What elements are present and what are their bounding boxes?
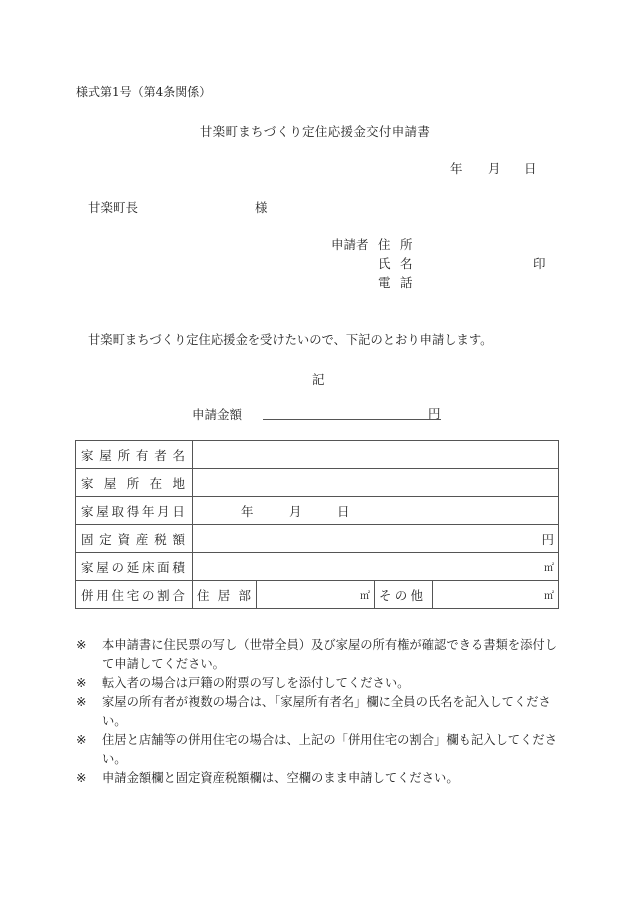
- table-row-house-location: [76, 469, 559, 497]
- table-row-mixed-use-ratio: [76, 581, 559, 609]
- row-label: [76, 469, 193, 497]
- label-char: 住: [197, 587, 210, 603]
- field-label-char: 所: [400, 237, 413, 252]
- field-label-char: 話: [400, 275, 413, 290]
- label-house-location: [81, 474, 185, 492]
- note-text: 家屋の所有者が複数の場合は、「家屋所有者名」欄に全員の氏名を記入してください。: [102, 695, 551, 728]
- label-char: 在: [149, 475, 163, 491]
- label-char: 額: [172, 531, 185, 547]
- row-label: [76, 525, 193, 553]
- label-char: 併: [81, 587, 94, 603]
- label-char: 屋: [96, 503, 109, 519]
- row-label: [76, 441, 193, 469]
- label-char: 住: [111, 587, 124, 603]
- applicant-phone-field[interactable]: [378, 273, 422, 291]
- label-char: 産: [135, 531, 149, 547]
- field-label-char: 電: [378, 275, 391, 290]
- row-label: [76, 581, 193, 609]
- document-title: 甘楽町まちづくり定住応援金交付申請書: [199, 124, 431, 139]
- date-day-label: 日: [524, 161, 537, 176]
- label-char: 積: [172, 559, 185, 575]
- label-char: 家: [81, 503, 94, 519]
- label-char: 資: [117, 531, 131, 547]
- label-char: 屋: [99, 447, 112, 463]
- table-row-floor-area: [76, 553, 559, 581]
- label-char: 者: [154, 447, 167, 463]
- note-mark: ※: [76, 638, 87, 652]
- note-mark: ※: [76, 733, 87, 747]
- other-area-input[interactable]: [433, 581, 559, 609]
- label-char: 合: [172, 587, 185, 603]
- label-char: 日: [172, 503, 185, 519]
- label-char: 所: [117, 447, 131, 463]
- seal-mark: 印: [533, 256, 546, 271]
- row-label: [76, 497, 193, 525]
- sqm-unit: ㎡: [544, 563, 554, 574]
- label-char: 割: [157, 587, 170, 603]
- amount-label: 申請金額: [192, 407, 243, 422]
- note-item: [76, 693, 561, 731]
- label-char: 家: [81, 559, 94, 575]
- addressee-name: 甘楽町長: [88, 200, 139, 215]
- label-char: 家: [81, 475, 94, 491]
- label-char: 取: [111, 503, 124, 519]
- acquisition-date-input[interactable]: [193, 497, 559, 525]
- note-text: 転入者の場合は戸籍の附票の写しを添付してください。: [102, 676, 410, 690]
- label-char: 固: [81, 531, 94, 547]
- label-char: 面: [157, 559, 170, 575]
- residential-area-input[interactable]: [257, 581, 375, 609]
- acq-month-label: 月: [289, 503, 302, 519]
- house-location-input[interactable]: [193, 469, 559, 497]
- label-char: 家: [81, 447, 94, 463]
- ki-heading: 記: [312, 372, 325, 387]
- property-tax-input[interactable]: [193, 525, 559, 553]
- label-char: 居: [217, 587, 231, 603]
- house-info-table: [75, 440, 559, 609]
- note-text: 本申請書に住民票の写し（世帯全員）及び家屋の所有権が確認できる書類を添付して申請してください。: [102, 638, 557, 671]
- amount-unit: 円: [428, 406, 441, 421]
- label-char: 他: [410, 587, 423, 603]
- applicant-label: 申請者: [331, 237, 369, 252]
- applicant-name-field[interactable]: [378, 254, 422, 272]
- amount-input-line[interactable]: [263, 419, 441, 420]
- table-row-property-tax: [76, 525, 559, 553]
- label-char: 定: [99, 531, 112, 547]
- notes-section: [76, 636, 561, 788]
- label-char: 部: [238, 587, 251, 603]
- note-mark: ※: [76, 695, 87, 709]
- note-text: 住居と店舗等の併用住宅の場合は、上記の「併用住宅の割合」欄も記入してください。: [102, 733, 557, 766]
- intro-statement: 甘楽町まちづくり定住応援金を受けたいので、下記のとおり申請します。: [88, 333, 493, 347]
- field-label-char: 名: [400, 256, 413, 271]
- label-owner-name: [81, 446, 185, 464]
- sqm-unit: ㎡: [360, 591, 370, 602]
- label-char: 月: [157, 503, 170, 519]
- note-item: [76, 769, 561, 788]
- other-part-label: [375, 581, 433, 609]
- label-char: 税: [154, 531, 167, 547]
- note-item: [76, 674, 561, 693]
- acq-year-label: 年: [241, 503, 254, 519]
- application-date: [450, 159, 537, 177]
- label-char: 屋: [96, 559, 109, 575]
- field-label-char: 住: [378, 237, 391, 252]
- label-mixed-use-ratio: [81, 586, 185, 604]
- row-label: [76, 553, 193, 581]
- note-item: [76, 636, 561, 674]
- label-char: 延: [126, 559, 140, 575]
- label-char: 用: [96, 587, 109, 603]
- form-number: 様式第1号（第4条関係）: [76, 85, 212, 99]
- note-mark: ※: [76, 676, 87, 690]
- note-item: [76, 731, 561, 769]
- label-char: 得: [126, 503, 140, 519]
- applicant-address-field[interactable]: [378, 235, 422, 253]
- label-char: 所: [126, 475, 140, 491]
- label-char: そ: [379, 587, 392, 603]
- floor-area-input[interactable]: [193, 553, 559, 581]
- residential-part-label: [193, 581, 257, 609]
- field-label-char: 氏: [378, 256, 391, 271]
- label-char: 屋: [103, 475, 117, 491]
- label-acquisition-date: [81, 502, 185, 520]
- label-char: の: [111, 559, 124, 575]
- owner-name-input[interactable]: [193, 441, 559, 469]
- label-char: の: [394, 587, 408, 603]
- label-property-tax: [81, 530, 185, 548]
- label-char: 宅: [126, 587, 140, 603]
- label-char: 年: [141, 503, 155, 519]
- label-char: 有: [135, 447, 149, 463]
- table-row-acquisition-date: [76, 497, 559, 525]
- label-char: 地: [172, 475, 185, 491]
- table-row-owner-name: [76, 441, 559, 469]
- note-mark: ※: [76, 771, 87, 785]
- label-char: 床: [141, 559, 155, 575]
- label-char: 名: [172, 447, 185, 463]
- label-floor-area: [81, 558, 185, 576]
- note-text: 申請金額欄と固定資産税額欄は、空欄のまま申請してください。: [102, 771, 459, 785]
- label-char: の: [141, 587, 155, 603]
- addressee-suffix: 様: [255, 200, 268, 215]
- acq-day-label: 日: [337, 503, 350, 519]
- date-month-label: 月: [488, 161, 501, 176]
- sqm-unit: ㎡: [544, 591, 554, 602]
- yen-unit: 円: [541, 531, 554, 547]
- date-year-label: 年: [450, 161, 463, 176]
